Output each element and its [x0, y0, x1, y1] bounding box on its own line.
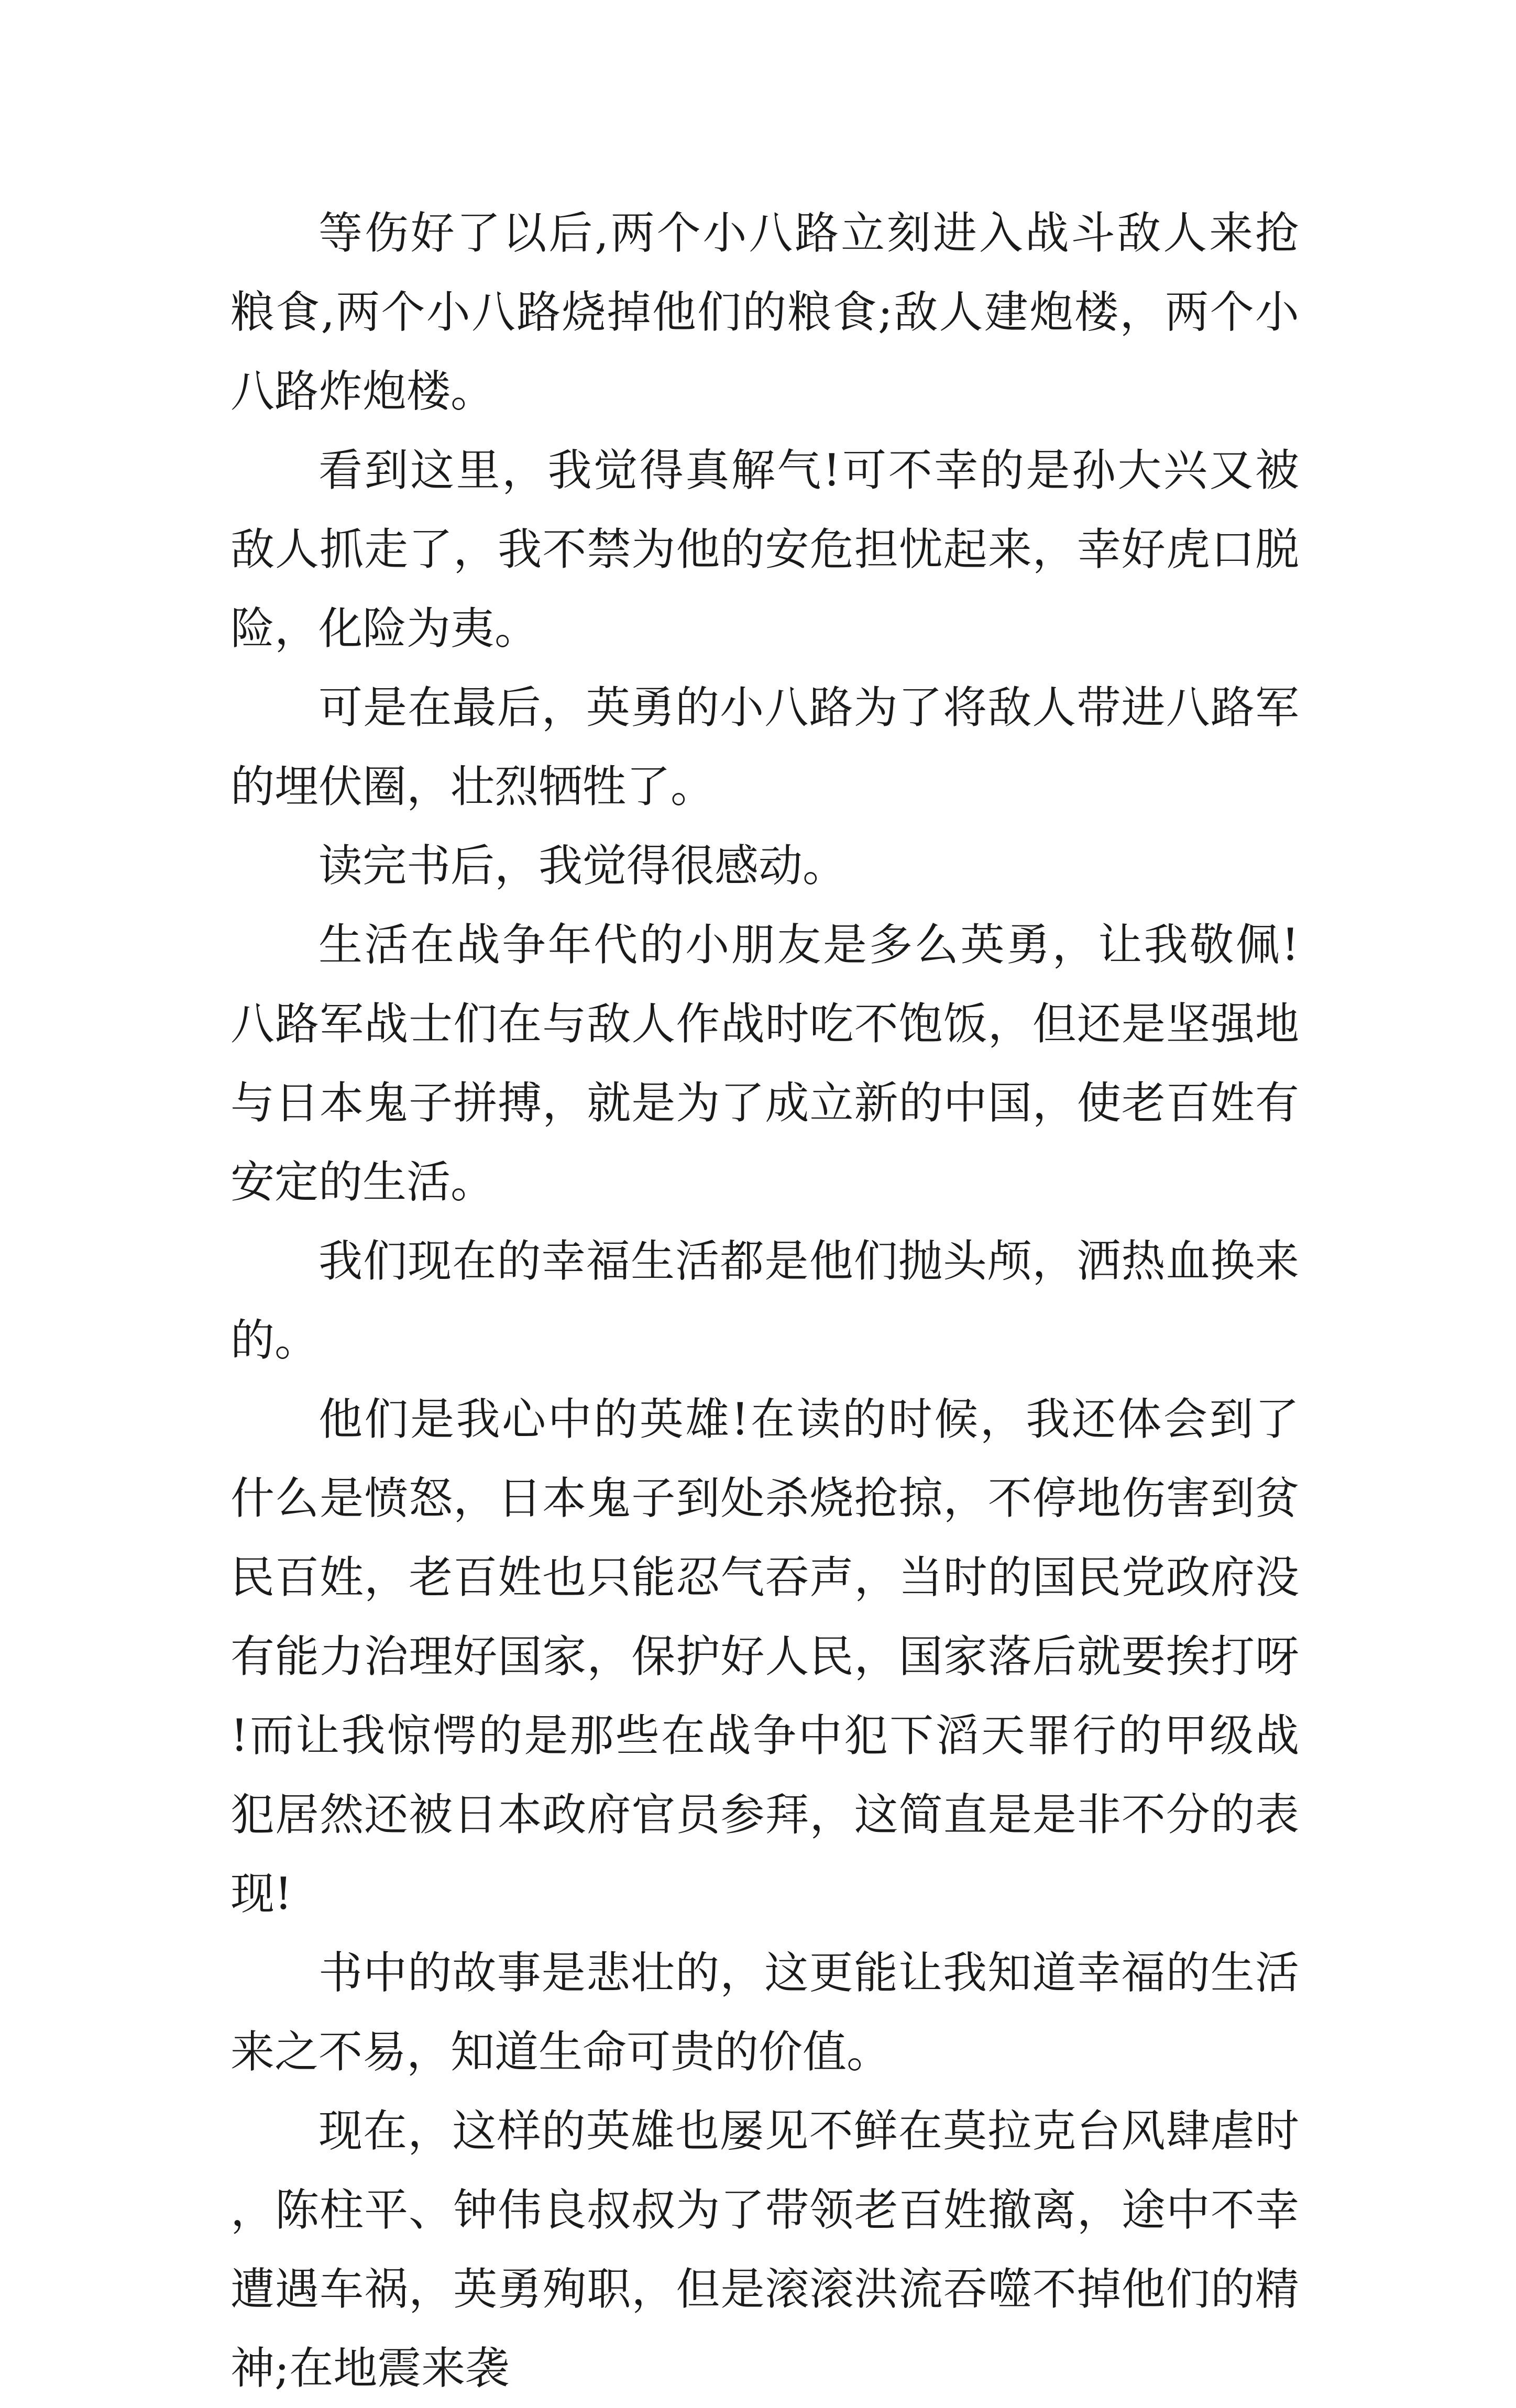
paragraph-8: 书中的故事是悲壮的，这更能让我知道幸福的生活来之不易，知道生命可贵的价值。 — [230, 1947, 1299, 2078]
paragraph-7: 他们是我心中的英雄!在读的时候，我还体会到了什么是愤怒，日本鬼子到处杀烧抢掠，不停地伤害到贫民百姓，老百姓也只能忍气吞声，当时的国民党政府没有能力治理好国家，保护好人民，国家落后就要挨打呀!而让我惊愕的是那些在战争中犯下滔天罪行的甲级战犯居然还被日本政府官员参拜，这简直是是非不分的表现! — [230, 1394, 1299, 1919]
paragraph-9: 现在，这样的英雄也屡见不鲜在莫拉克台风肆虐时，陈柱平、钟伟良叔叔为了带领老百姓撤离，途中不幸遭遇车祸，英勇殉职，但是滚滚洪流吞噬不掉他们的精神;在地震来袭 — [230, 2105, 1299, 2394]
paragraph-1: 等伤好了以后,两个小八路立刻进入战斗敌人来抢粮食,两个小八路烧掉他们的粮食;敌人建炮楼，两个小八路炸炮楼。 — [230, 207, 1299, 417]
document-body — [230, 194, 1299, 2408]
paragraph-2: 看到这里，我觉得真解气!可不幸的是孙大兴又被敌人抓走了，我不禁为他的安危担忧起来，幸好虎口脱险，化险为夷。 — [230, 445, 1299, 654]
paragraph-3: 可是在最后，英勇的小八路为了将敌人带进八路军的埋伏圈，壮烈牺牲了。 — [230, 682, 1299, 812]
paragraph-4: 读完书后，我觉得很感动。 — [318, 840, 847, 891]
paragraph-5: 生活在战争年代的小朋友是多么英勇，让我敬佩!八路军战士们在与敌人作战时吃不饱饭，但还是坚强地与日本鬼子拼搏，就是为了成立新的中国，使老百姓有安定的生活。 — [230, 919, 1299, 1208]
paragraph-6: 我们现在的幸福生活都是他们抛头颅，洒热血换来的。 — [230, 1235, 1299, 1366]
